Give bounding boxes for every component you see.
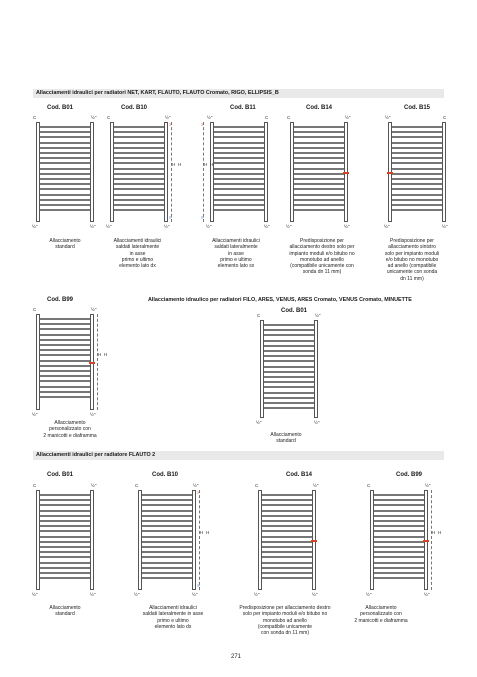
radiator-rung — [374, 577, 424, 579]
radiator-rung — [374, 551, 424, 553]
radiator-rung — [142, 556, 192, 558]
valve-marker — [423, 540, 429, 542]
connection-label-bottom-left: ½" — [256, 420, 262, 425]
radiator-rung — [40, 510, 90, 512]
code-label: Cod. B99 — [47, 297, 74, 303]
caption: Allacciamento standard — [270, 432, 302, 445]
radiator-rung — [40, 536, 90, 538]
radiator-rung — [142, 546, 192, 548]
radiator-rung — [114, 131, 164, 133]
connection-label-bottom-right: ½" — [90, 412, 96, 417]
radiator-rung — [294, 162, 344, 164]
connection-label-bottom-right: ½" — [424, 592, 430, 597]
radiator-rung — [214, 199, 264, 201]
radiator-rung — [392, 162, 442, 164]
radiator-rung — [40, 178, 90, 180]
radiator-rung — [40, 323, 90, 325]
radiator-rung — [264, 340, 314, 342]
radiator-right-post — [164, 122, 168, 222]
radiator-rung — [262, 556, 312, 558]
radiator-rung — [114, 209, 164, 211]
caption: Allacciamento personalizzato con 2 manicotti e diaframma — [354, 605, 408, 624]
code-label: Cod. B01 — [47, 472, 74, 478]
radiator-rung — [392, 131, 442, 133]
radiator-rung — [392, 178, 442, 180]
caption: Predisposizione per allacciamento sinistro solo per impianto moduli e/o bitubo no monotubo ad anello (compatibile unicamente con sonda dn 11 mm) — [384, 238, 440, 282]
radiator-rung — [262, 551, 312, 553]
radiator-rung — [40, 131, 90, 133]
radiator-rung — [214, 126, 264, 128]
dimension-label: H — [178, 162, 182, 167]
radiator-rung — [374, 562, 424, 564]
radiator-rung — [40, 168, 90, 170]
code-label: Cod. B99 — [396, 472, 423, 478]
radiator-rung — [40, 136, 90, 138]
connection-label-top-left: C — [367, 483, 371, 488]
radiator-rung — [40, 328, 90, 330]
radiator-right-post — [192, 490, 196, 590]
radiator-rung — [40, 194, 90, 196]
radiator-rung — [262, 572, 312, 574]
connection-label-bottom-right: ½" — [164, 224, 170, 229]
connection-label-top-right: ½" — [91, 115, 97, 120]
connection-label-bottom-right: ½" — [312, 592, 318, 597]
radiator-rung — [374, 556, 424, 558]
code-label: Cod. B11 — [230, 105, 256, 111]
dimension-line — [171, 122, 172, 222]
return-arrow-icon: » — [169, 215, 172, 221]
radiator-rung — [264, 371, 314, 373]
dimension-label: H — [98, 352, 102, 358]
radiator-rung — [374, 520, 424, 522]
radiator-rung — [142, 510, 192, 512]
radiator-rung — [294, 209, 344, 211]
radiator-rung — [40, 380, 90, 382]
radiator-rung — [142, 499, 192, 501]
radiator-rung — [40, 386, 90, 388]
connection-label-top-left: C — [33, 115, 37, 120]
dimension-label: H — [172, 162, 176, 167]
radiator-rung — [264, 392, 314, 394]
radiator-rung — [40, 551, 90, 553]
radiator-rung — [214, 157, 264, 159]
radiator-rung — [294, 157, 344, 159]
dimension-label: H — [438, 530, 442, 535]
radiator-rung — [142, 562, 192, 564]
radiator-rung — [374, 572, 424, 574]
radiator-rung — [114, 178, 164, 180]
radiator-rung — [114, 162, 164, 164]
radiator-rung — [264, 386, 314, 388]
dimension-label: H — [210, 162, 214, 167]
radiator-rung — [40, 334, 90, 336]
connection-label-top-right: ½" — [315, 313, 321, 318]
radiator-rung — [40, 530, 90, 532]
code-label: Cod. B10 — [121, 105, 148, 111]
valve-marker — [343, 172, 349, 174]
flow-arrow-icon: » — [197, 490, 200, 496]
connection-label-top-right: ½" — [91, 483, 97, 488]
radiator-rung — [294, 147, 344, 149]
radiator-rung — [294, 183, 344, 185]
radiator-right-post — [90, 122, 94, 222]
radiator-rung — [374, 494, 424, 496]
radiator-rung — [392, 168, 442, 170]
radiator-rung — [114, 188, 164, 190]
radiator-rung — [264, 345, 314, 347]
radiator-rung — [294, 204, 344, 206]
connection-label-top-left: C — [287, 115, 291, 120]
radiator-rung — [262, 577, 312, 579]
connection-label-top-right: ½" — [345, 115, 351, 120]
radiator-rung — [40, 339, 90, 341]
radiator-rung — [40, 162, 90, 164]
connection-label-top-left: C — [33, 483, 37, 488]
radiator-rung — [40, 152, 90, 154]
radiator-rung — [40, 515, 90, 517]
connection-label-top-left: ½" — [385, 115, 391, 120]
connection-label-top-left: ½" — [207, 115, 213, 120]
connection-label-bottom-left: ½" — [384, 224, 390, 229]
code-label: Cod. B01 — [281, 308, 308, 314]
radiator-rung — [40, 354, 90, 356]
radiator-rung — [40, 556, 90, 558]
connection-label-bottom-right: ½" — [264, 224, 270, 229]
radiator-rung — [262, 499, 312, 501]
connection-label-top-left: C — [107, 115, 111, 120]
dimension-label: H — [432, 530, 436, 535]
valve-marker — [89, 362, 95, 364]
radiator-rung — [40, 396, 90, 398]
radiator-rung — [374, 546, 424, 548]
connection-label-bottom-left: ½" — [286, 224, 292, 229]
radiator-rung — [294, 131, 344, 133]
radiator-rung — [142, 520, 192, 522]
radiator-rung — [40, 499, 90, 501]
radiator-rung — [262, 567, 312, 569]
radiator-rung — [40, 183, 90, 185]
radiator-rung — [392, 126, 442, 128]
radiator-rung — [114, 168, 164, 170]
connection-label-bottom-right: ½" — [314, 420, 320, 425]
radiator-right-post — [264, 122, 268, 222]
radiator-rung — [40, 541, 90, 543]
section-header: Allacciamenti idraulici per radiatore FLAUTO 2 — [33, 451, 444, 460]
radiator-rung — [40, 375, 90, 377]
radiator-rung — [214, 178, 264, 180]
radiator-rung — [40, 370, 90, 372]
connection-label-bottom-left: ½" — [206, 224, 212, 229]
connection-label-bottom-right: ½" — [344, 224, 350, 229]
radiator-rung — [262, 510, 312, 512]
radiator-rung — [392, 188, 442, 190]
radiator-rung — [142, 515, 192, 517]
radiator-rung — [214, 194, 264, 196]
radiator-rung — [264, 381, 314, 383]
radiator-rung — [214, 183, 264, 185]
connection-label-top-left: C — [33, 307, 37, 312]
radiator-rung — [40, 147, 90, 149]
code-label: Cod. B14 — [306, 105, 333, 111]
radiator-rung — [262, 520, 312, 522]
connection-label-bottom-left: ½" — [32, 412, 38, 417]
dimension-line — [203, 122, 204, 222]
caption: Predisposizione per allacciamento destro solo per impianto moduli e/o bitubo no monotubo ad anello (compatibile unicamente con sonda dn 11 mm) — [239, 605, 331, 637]
radiator-right-post — [90, 490, 94, 590]
radiator-rung — [40, 494, 90, 496]
connection-label-bottom-right: ½" — [90, 224, 96, 229]
radiator-rung — [374, 536, 424, 538]
code-label: Cod. B14 — [286, 472, 313, 478]
radiator-rung — [214, 162, 264, 164]
dimension-line — [97, 314, 98, 410]
radiator-rung — [114, 136, 164, 138]
radiator-rung — [294, 142, 344, 144]
radiator-rung — [114, 204, 164, 206]
radiator-rung — [392, 147, 442, 149]
valve-marker — [311, 540, 317, 542]
radiator-rung — [392, 136, 442, 138]
radiator-rung — [40, 391, 90, 393]
radiator-rung — [40, 577, 90, 579]
return-arrow-icon: » — [201, 215, 204, 221]
radiator-rung — [114, 147, 164, 149]
radiator-rung — [374, 541, 424, 543]
radiator-rung — [294, 152, 344, 154]
radiator-rung — [40, 157, 90, 159]
connection-label-top-left: C — [255, 483, 259, 488]
caption: Allacciamento personalizzato con 2 manicotti e diaframma — [43, 420, 97, 439]
radiator-rung — [264, 350, 314, 352]
radiator-rung — [294, 168, 344, 170]
code-label: Cod. B01 — [47, 105, 74, 111]
radiator-rung — [114, 199, 164, 201]
radiator-rung — [40, 126, 90, 128]
connection-label-top-right: ½" — [91, 307, 97, 312]
radiator-rung — [142, 572, 192, 574]
connection-label-bottom-left: ½" — [366, 592, 372, 597]
dimension-label: H — [206, 530, 210, 535]
connection-label-top-right: ½" — [193, 483, 199, 488]
radiator-rung — [40, 199, 90, 201]
radiator-rung — [264, 324, 314, 326]
radiator-rung — [214, 152, 264, 154]
radiator-rung — [262, 562, 312, 564]
radiator-rung — [114, 194, 164, 196]
radiator-rung — [392, 194, 442, 196]
radiator-rung — [114, 183, 164, 185]
radiator-rung — [40, 365, 90, 367]
radiator-rung — [214, 147, 264, 149]
valve-marker — [387, 172, 393, 174]
radiator-rung — [40, 562, 90, 564]
radiator-rung — [114, 126, 164, 128]
radiator-rung — [214, 173, 264, 175]
connection-label-top-right: ½" — [313, 483, 319, 488]
code-label: Cod. B15 — [404, 105, 431, 111]
radiator-rung — [40, 204, 90, 206]
radiator-rung — [214, 204, 264, 206]
radiator-rung — [392, 157, 442, 159]
radiator-rung — [262, 504, 312, 506]
connection-label-top-right: ½" — [425, 483, 431, 488]
radiator-rung — [374, 530, 424, 532]
connection-label-bottom-right: ½" — [90, 592, 96, 597]
section-header: Allacciamento idraulico per radiatori FILO, ARES, VENUS, ARES Cromato, VENUS Cromato, MINUETTE — [148, 297, 412, 303]
radiator-rung — [264, 397, 314, 399]
radiator-rung — [294, 126, 344, 128]
connection-label-bottom-left: ½" — [32, 592, 38, 597]
caption: Allacciamento standard — [49, 605, 81, 618]
radiator-rung — [214, 209, 264, 211]
caption: Allacciamenti idraulici saldati lateralmente in asse primo e ultimo elemento lato dx — [113, 238, 162, 270]
dimension-label: H — [204, 162, 208, 167]
radiator-rung — [142, 525, 192, 527]
dimension-label: H — [104, 352, 108, 358]
radiator-right-post — [442, 122, 446, 222]
radiator-rung — [264, 355, 314, 357]
radiator-rung — [142, 541, 192, 543]
radiator-rung — [294, 188, 344, 190]
radiator-rung — [374, 567, 424, 569]
radiator-rung — [392, 209, 442, 211]
radiator-rung — [214, 168, 264, 170]
radiator-rung — [264, 366, 314, 368]
dimension-line — [199, 490, 200, 590]
caption: Allacciamenti idraulici saldati lateralmente in asse primo e ultimo elemento lato sx — [212, 238, 260, 270]
radiator-rung — [40, 504, 90, 506]
caption: Allacciamenti idraulici saldati lateralmente in asse primo e ultimo elemento lato dx — [142, 605, 204, 630]
section-header: Allacciamenti idraulici per radiatori NET, KART, FLAUTO, FLAUTO Cromato, RIGO, ELLIPSIS_B — [33, 89, 444, 98]
radiator-rung — [374, 499, 424, 501]
radiator-rung — [142, 530, 192, 532]
radiator-rung — [294, 136, 344, 138]
radiator-rung — [294, 178, 344, 180]
connection-label-bottom-right: ½" — [192, 592, 198, 597]
radiator-rung — [294, 199, 344, 201]
radiator-rung — [142, 536, 192, 538]
connection-label-top-left: C — [257, 313, 261, 318]
radiator-rung — [262, 536, 312, 538]
radiator-rung — [374, 510, 424, 512]
radiator-rung — [214, 142, 264, 144]
radiator-rung — [40, 546, 90, 548]
flow-arrow-icon: » — [201, 122, 204, 128]
radiator-rung — [40, 520, 90, 522]
caption: Predisposizione per allacciamento destro solo per impianto moduli e/o bitubo no monotubo ad anello (compatibile unicamente con sonda dn 11 mm) — [289, 238, 355, 276]
radiator-rung — [40, 360, 90, 362]
radiator-rung — [264, 334, 314, 336]
connection-label-bottom-left: ½" — [134, 592, 140, 597]
radiator-rung — [40, 173, 90, 175]
connection-label-bottom-left: ½" — [32, 224, 38, 229]
radiator-rung — [40, 525, 90, 527]
radiator-rung — [262, 546, 312, 548]
connection-label-bottom-left: ½" — [254, 592, 260, 597]
radiator-rung — [114, 142, 164, 144]
radiator-rung — [40, 344, 90, 346]
dimension-label: H — [200, 530, 204, 535]
connection-label-top-left: C — [135, 483, 139, 488]
caption: Allacciamento standard — [49, 238, 81, 251]
radiator-rung — [262, 541, 312, 543]
radiator-rung — [262, 494, 312, 496]
radiator-rung — [392, 204, 442, 206]
radiator-rung — [142, 577, 192, 579]
page-number: 271 — [231, 654, 242, 660]
radiator-rung — [142, 551, 192, 553]
radiator-rung — [214, 131, 264, 133]
radiator-rung — [40, 142, 90, 144]
code-label: Cod. B10 — [152, 472, 179, 478]
radiator-rung — [142, 504, 192, 506]
radiator-rung — [262, 530, 312, 532]
connection-label-bottom-right: ½" — [442, 224, 448, 229]
return-arrow-icon: » — [197, 583, 200, 589]
dimension-line — [431, 490, 432, 590]
radiator-rung — [392, 152, 442, 154]
radiator-rung — [262, 515, 312, 517]
radiator-rung — [114, 152, 164, 154]
radiator-rung — [214, 136, 264, 138]
radiator-rung — [40, 567, 90, 569]
radiator-rung — [374, 504, 424, 506]
radiator-rung — [264, 376, 314, 378]
radiator-rung — [114, 157, 164, 159]
radiator-rung — [40, 209, 90, 211]
radiator-rung — [40, 572, 90, 574]
radiator-rung — [294, 173, 344, 175]
radiator-rung — [40, 349, 90, 351]
connection-label-top-right: C — [443, 115, 447, 120]
radiator-rung — [114, 173, 164, 175]
radiator-rung — [264, 402, 314, 404]
radiator-rung — [264, 407, 314, 409]
flow-arrow-icon: » — [169, 122, 172, 128]
connection-label-top-right: ½" — [165, 115, 171, 120]
radiator-rung — [374, 515, 424, 517]
radiator-rung — [142, 494, 192, 496]
radiator-rung — [392, 142, 442, 144]
radiator-rung — [392, 183, 442, 185]
connection-label-top-right: C — [265, 115, 269, 120]
radiator-rung — [392, 199, 442, 201]
radiator-rung — [264, 329, 314, 331]
radiator-right-post — [314, 320, 318, 418]
radiator-rung — [40, 318, 90, 320]
radiator-rung — [294, 194, 344, 196]
radiator-rung — [142, 567, 192, 569]
radiator-rung — [214, 188, 264, 190]
radiator-rung — [374, 525, 424, 527]
connection-label-bottom-left: ½" — [106, 224, 112, 229]
radiator-rung — [264, 360, 314, 362]
radiator-rung — [392, 173, 442, 175]
radiator-rung — [262, 525, 312, 527]
radiator-rung — [40, 188, 90, 190]
